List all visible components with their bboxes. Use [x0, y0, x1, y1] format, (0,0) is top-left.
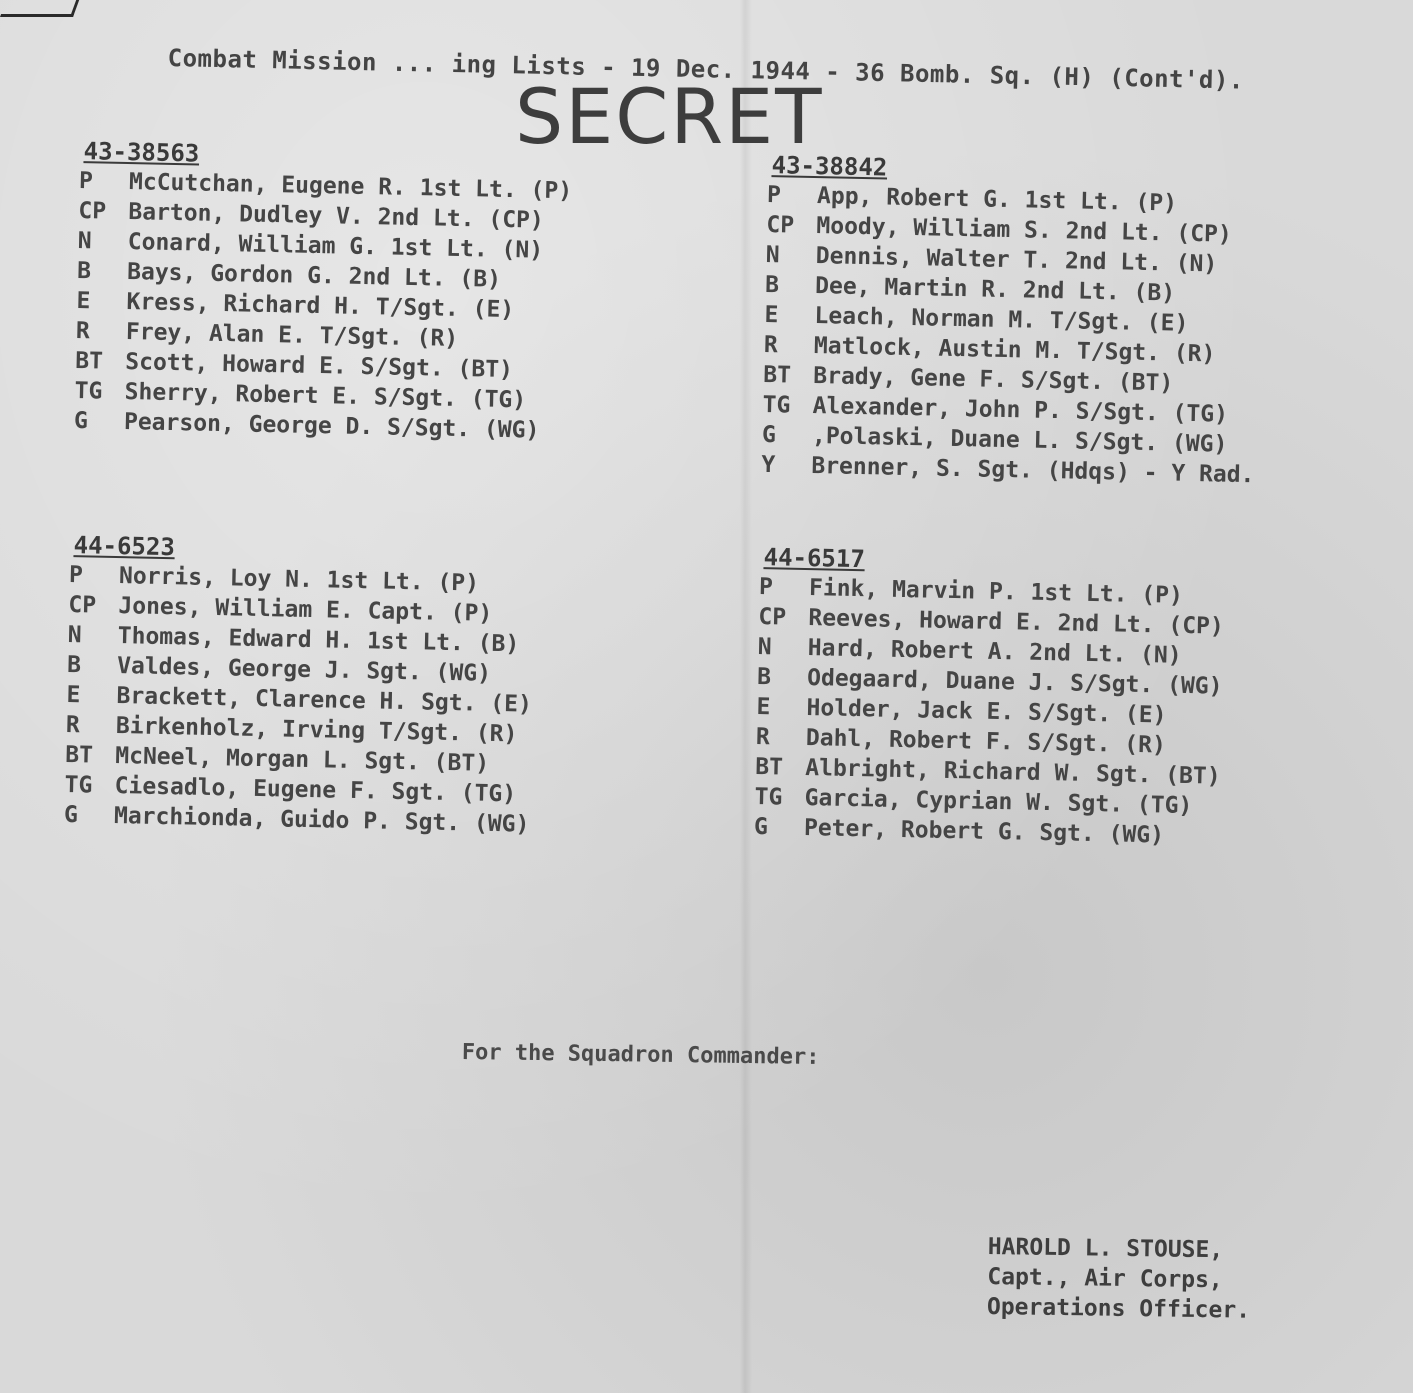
crew-member-name: Odegaard, Duane J. S/Sgt. (WG)	[806, 665, 1223, 700]
crew-member-name: Matlock, Austin M. T/Sgt. (R)	[813, 333, 1216, 368]
crew-position: P	[758, 573, 774, 601]
crew-position: G	[761, 421, 777, 449]
aircraft-serial: 43-38842	[771, 151, 888, 182]
crew-position: P	[766, 181, 782, 209]
crew-member-name: Barton, Dudley V. 2nd Lt. (CP)	[128, 199, 545, 234]
crew-block	[761, 150, 1261, 490]
crew-member-name: Dahl, Robert F. S/Sgt. (R)	[805, 725, 1167, 759]
crew-member-name: Birkenholz, Irving T/Sgt. (R)	[115, 713, 518, 748]
crew-block	[74, 136, 573, 446]
crew-member-name: Conard, William G. 1st Lt. (N)	[127, 229, 544, 264]
crew-member-name: Fink, Marvin P. 1st Lt. (P)	[808, 575, 1184, 609]
crew-position: B	[76, 257, 92, 285]
aircraft-serial: 44-6523	[73, 531, 176, 562]
crew-position: R	[763, 331, 779, 359]
crew-position: BT	[75, 347, 104, 375]
crew-position: E	[764, 301, 779, 329]
crew-block	[64, 530, 536, 840]
crew-member-name: Brackett, Clarence H. Sgt. (E)	[116, 683, 533, 718]
crew-position: BT	[65, 741, 94, 769]
crew-member-name: Marchionda, Guido P. Sgt. (WG)	[113, 802, 530, 838]
corner-mark	[0, 0, 79, 17]
crew-position: G	[753, 813, 769, 841]
page-heading: Combat Mission ... ing Lists - 19 Dec. 1944 - 36 Bomb. Sq. (H) (Cont'd).	[167, 44, 1245, 95]
crew-position: N	[77, 227, 92, 255]
aircraft-serial: 44-6517	[763, 543, 866, 574]
crew-roster	[74, 166, 573, 446]
crew-position: CP	[766, 211, 795, 239]
crew-member-name: McNeel, Morgan L. Sgt. (BT)	[115, 743, 490, 777]
crew-member-name: Albright, Richard W. Sgt. (BT)	[805, 755, 1221, 790]
crew-member-name: Holder, Jack E. S/Sgt. (E)	[806, 695, 1167, 729]
signatory-name: HAROLD L. STOUSE,	[987, 1233, 1224, 1264]
crew-position: N	[757, 633, 772, 661]
crew-member-name: Alexander, John P. S/Sgt. (TG)	[812, 392, 1229, 428]
signatory-title: Operations Officer.	[986, 1293, 1251, 1324]
crew-member-name: Ciesadlo, Eugene F. Sgt. (TG)	[114, 772, 517, 808]
crew-position: R	[75, 317, 91, 345]
crew-position: N	[67, 621, 82, 649]
crew-member-name: McCutchan, Eugene R. 1st Lt. (P)	[128, 169, 573, 205]
crew-position: G	[63, 801, 79, 829]
crew-member-name: Frey, Alan E. T/Sgt. (R)	[125, 319, 459, 352]
crew-member-name: ,Polaski, Duane L. S/Sgt. (WG)	[811, 422, 1228, 458]
crew-position: E	[756, 693, 771, 721]
crew-position: TG	[762, 391, 791, 419]
crew-position: P	[68, 561, 84, 589]
crew-member-name: Dee, Martin R. 2nd Lt. (B)	[814, 273, 1176, 307]
crew-position: P	[78, 167, 94, 195]
crew-member-name: Reeves, Howard E. 2nd Lt. (CP)	[808, 605, 1225, 640]
crew-position: TG	[74, 377, 103, 405]
crew-member-name: App, Robert G. 1st Lt. (P)	[816, 183, 1178, 217]
crew-member-name: Garcia, Cyprian W. Sgt. (TG)	[804, 784, 1193, 820]
crew-position: BT	[755, 753, 784, 781]
crew-member-name: Valdes, George J. Sgt. (WG)	[116, 653, 492, 687]
crew-member-name: Hard, Robert A. 2nd Lt. (N)	[807, 635, 1182, 669]
signoff-line: For the Squadron Commander:	[461, 1040, 820, 1070]
crew-member-name: Norris, Loy N. 1st Lt. (P)	[118, 563, 480, 597]
aircraft-serial: 43-38563	[83, 137, 200, 168]
crew-position: Y	[761, 451, 776, 479]
crew-roster	[761, 180, 1260, 490]
crew-member-name: Scott, Howard E. S/Sgt. (BT)	[125, 349, 514, 384]
crew-roster	[64, 560, 535, 840]
crew-member-name: Sherry, Robert E. S/Sgt. (TG)	[124, 378, 527, 414]
crew-position: E	[66, 681, 81, 709]
crew-position: CP	[68, 591, 97, 619]
crew-member-name: Bays, Gordon G. 2nd Lt. (B)	[126, 259, 502, 293]
secret-stamp: SECRET	[515, 72, 824, 161]
crew-position: TG	[754, 783, 783, 811]
crew-position: BT	[763, 361, 792, 389]
crew-member-name: Brady, Gene F. S/Sgt. (BT)	[813, 363, 1174, 397]
signatory-rank: Capt., Air Corps,	[987, 1263, 1223, 1294]
crew-position: B	[66, 651, 82, 679]
crew-member-name: Brenner, S. Sgt. (Hdqs) - Y Rad.	[811, 452, 1255, 489]
crew-member-name: Pearson, George D. S/Sgt. (WG)	[123, 408, 540, 444]
crew-position: R	[65, 711, 81, 739]
crew-position: G	[73, 407, 89, 435]
crew-position: CP	[78, 197, 107, 225]
crew-position: E	[76, 287, 91, 315]
crew-member-name: Jones, William E. Capt. (P)	[118, 593, 493, 627]
crew-member-name: Dennis, Walter T. 2nd Lt. (N)	[815, 243, 1218, 278]
crew-member-name: Leach, Norman M. T/Sgt. (E)	[814, 303, 1189, 337]
crew-position: B	[764, 271, 780, 299]
crew-member-name: Thomas, Edward H. 1st Lt. (B)	[117, 623, 520, 658]
crew-position: N	[765, 241, 780, 269]
crew-position: B	[756, 663, 772, 691]
crew-member-name: Peter, Robert G. Sgt. (WG)	[803, 814, 1165, 849]
signature-block	[987, 1232, 1251, 1326]
crew-member-name: Moody, William S. 2nd Lt. (CP)	[816, 213, 1233, 248]
crew-position: CP	[758, 603, 787, 631]
crew-roster	[754, 572, 1225, 852]
crew-member-name: Kress, Richard H. T/Sgt. (E)	[126, 289, 515, 324]
crew-position: R	[755, 723, 771, 751]
crew-block	[754, 542, 1226, 852]
crew-position: TG	[64, 771, 93, 799]
